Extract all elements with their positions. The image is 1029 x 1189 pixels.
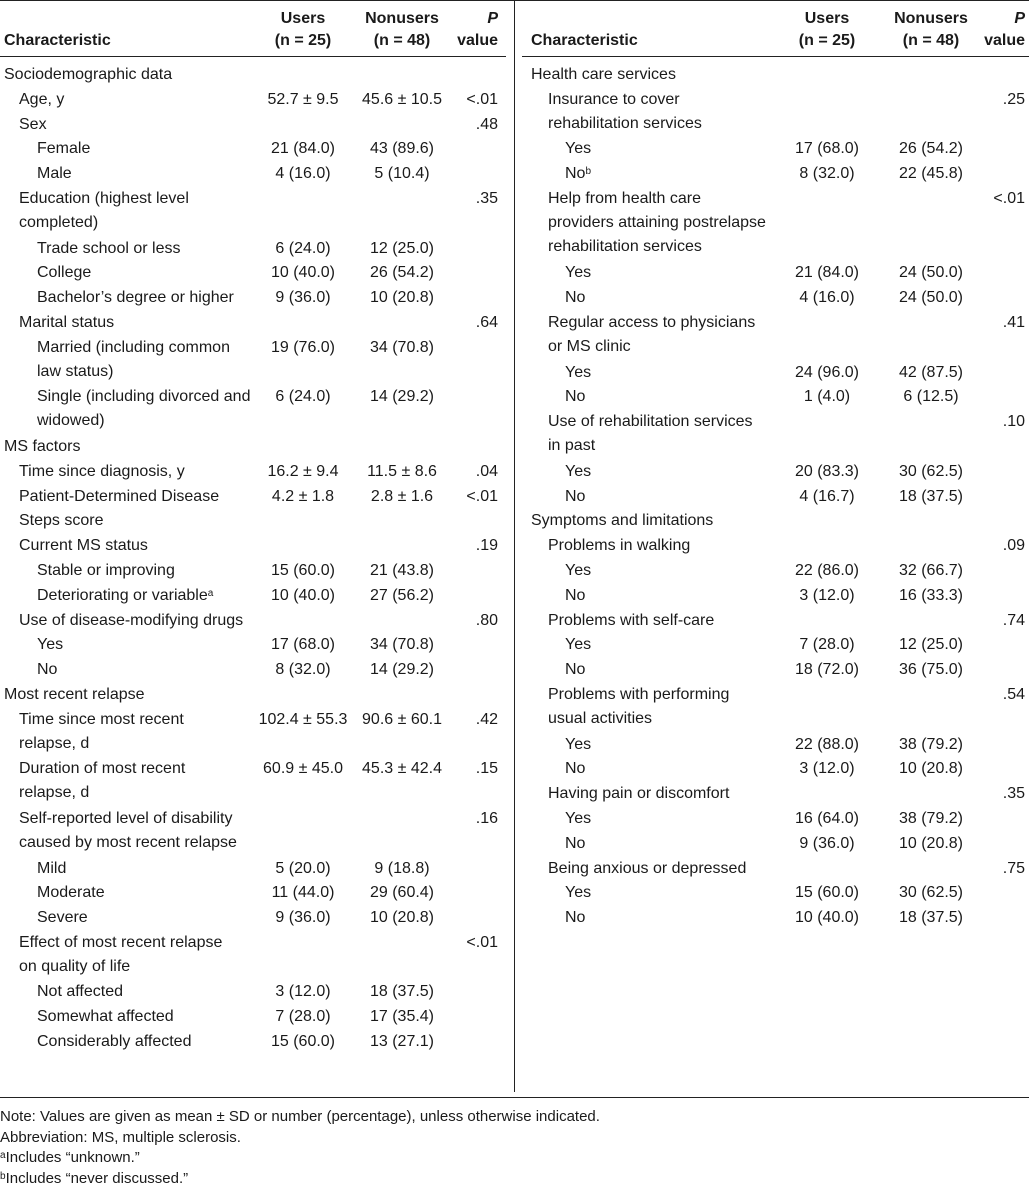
row-users: 20 (83.3) (794, 462, 860, 480)
row-nonusers: 17 (35.4) (369, 1008, 435, 1026)
table-row (0, 187, 506, 237)
row-p-value: .64 (475, 313, 498, 331)
row-label: Patient-Determined Disease Steps score (19, 487, 220, 529)
row-users: 3 (12.0) (275, 983, 331, 1001)
row-label: Mild (37, 859, 67, 877)
row-users: 18 (72.0) (794, 661, 860, 679)
table-row (522, 261, 1029, 286)
table-row (522, 385, 1029, 410)
table-row (522, 559, 1029, 584)
row-nonusers: 10 (20.8) (369, 289, 435, 307)
table-row (522, 485, 1029, 510)
row-label: Yes (565, 462, 592, 480)
row-label: Health care services (531, 66, 676, 83)
table-row (0, 63, 506, 88)
row-p-value: .04 (475, 462, 498, 480)
row-nonusers: 24 (50.0) (898, 289, 964, 307)
table-row (0, 237, 506, 262)
header-characteristic: Characteristic (4, 32, 111, 49)
row-users: 5 (20.0) (275, 859, 331, 877)
row-label: No (565, 289, 586, 307)
row-label: Moderate (37, 884, 105, 902)
row-label: Age, y (19, 90, 65, 108)
table-header (0, 0, 506, 57)
table-row (0, 336, 506, 386)
table-header (522, 0, 1029, 57)
row-p-value: <.01 (466, 90, 498, 108)
table-row (0, 311, 506, 336)
row-label: Self-reported level of disability caused by most recent relapse (19, 809, 237, 851)
row-nonusers: 13 (27.1) (369, 1033, 435, 1051)
row-label: Use of disease-modifying drugs (19, 611, 244, 629)
row-nonusers: 14 (29.2) (369, 388, 435, 406)
table-row (0, 609, 506, 634)
row-nonusers: 2.8 ± 1.6 (370, 487, 434, 505)
row-label: Being anxious or depressed (548, 859, 747, 877)
header-p-value: P value (457, 10, 498, 49)
table-row (0, 757, 506, 807)
table-row (0, 708, 506, 758)
row-nonusers: 5 (10.4) (374, 165, 430, 183)
row-nonusers: 43 (89.6) (369, 140, 435, 158)
table-row (0, 807, 506, 857)
row-nonusers: 24 (50.0) (898, 264, 964, 282)
header-characteristic: Characteristic (531, 32, 638, 49)
table-row (0, 931, 506, 981)
row-p-value: <.01 (466, 933, 498, 951)
row-users: 7 (28.0) (799, 636, 855, 654)
row-p-value: .54 (1002, 685, 1025, 703)
table-row (0, 906, 506, 931)
row-nonusers: 32 (66.7) (898, 561, 964, 579)
row-users: 21 (84.0) (794, 264, 860, 282)
table-row (0, 1030, 506, 1055)
row-label: Yes (565, 884, 592, 902)
row-users: 9 (36.0) (275, 289, 331, 307)
row-label: Male (37, 165, 72, 183)
table-row (522, 584, 1029, 609)
table-row (522, 534, 1029, 559)
table-row (522, 187, 1029, 261)
table-row (522, 311, 1029, 361)
row-users: 3 (12.0) (799, 760, 855, 778)
row-p-value: .16 (475, 809, 498, 827)
row-label: Problems with self-care (548, 611, 715, 629)
table-left-panel (0, 0, 506, 1055)
row-users: 6 (24.0) (275, 388, 331, 406)
row-nonusers: 18 (37.5) (898, 487, 964, 505)
row-label: No (565, 834, 586, 852)
row-label: Not affected (37, 983, 123, 1001)
row-nonusers: 10 (20.8) (898, 834, 964, 852)
header-users: Users (n = 25) (274, 10, 332, 49)
row-label: Problems in walking (548, 537, 691, 555)
row-label: No (565, 388, 586, 406)
row-label: Having pain or discomfort (548, 785, 730, 803)
row-nonusers: 27 (56.2) (369, 586, 435, 604)
row-users: 22 (86.0) (794, 561, 860, 579)
row-label: Symptoms and limitations (531, 512, 714, 530)
table-row (0, 857, 506, 882)
table-row (522, 857, 1029, 882)
table-body-left (0, 57, 506, 1055)
table-body-right (522, 57, 1029, 931)
footnote-b: $^b$Includes “never discussed.” (0, 1169, 189, 1187)
row-label: Yes (565, 140, 592, 158)
row-users: 7 (28.0) (275, 1008, 331, 1026)
row-label: No (37, 661, 58, 679)
row-users: 52.7 ± 9.5 (267, 90, 339, 108)
row-users: 22 (88.0) (794, 735, 860, 753)
row-nonusers: 26 (54.2) (369, 264, 435, 282)
header-nonusers: Nonusers (n = 48) (894, 10, 968, 49)
row-label: Considerably affected (37, 1033, 192, 1051)
footnotes (0, 1097, 1029, 1189)
table-row (0, 261, 506, 286)
table-row (0, 162, 506, 187)
row-label: Current MS status (19, 537, 148, 555)
row-nonusers: 45.6 ± 10.5 (362, 90, 442, 108)
row-nonusers: 30 (62.5) (898, 884, 964, 902)
row-nonusers: 29 (60.4) (369, 884, 435, 902)
row-label: Single (including divorced and widowed) (37, 388, 251, 430)
row-users: 21 (84.0) (270, 140, 336, 158)
row-nonusers: 22 (45.8) (898, 165, 964, 183)
header-nonusers: Nonusers (n = 48) (365, 10, 439, 49)
row-users: 16 (64.0) (794, 809, 860, 827)
row-p-value: .74 (1002, 611, 1025, 629)
row-users: 15 (60.0) (270, 561, 336, 579)
row-nonusers: 45.3 ± 42.4 (362, 760, 442, 778)
table-row (522, 757, 1029, 782)
row-users: 4 (16.7) (799, 487, 855, 505)
row-nonusers: 21 (43.8) (369, 561, 435, 579)
table-row (522, 63, 1029, 88)
table-row (0, 88, 506, 113)
table-row (0, 435, 506, 460)
row-label: Yes (565, 735, 592, 753)
table-row (522, 683, 1029, 733)
row-nonusers: 10 (20.8) (369, 909, 435, 927)
header-users: Users (n = 25) (798, 10, 856, 49)
footnote-abbreviation: Abbreviation: MS, multiple sclerosis. (0, 1128, 241, 1146)
row-p-value: .25 (1002, 90, 1025, 108)
row-label: Regular access to physicians or MS clinic (548, 313, 756, 355)
row-label: College (37, 264, 92, 282)
row-label: Severe (37, 909, 88, 927)
row-nonusers: 34 (70.8) (369, 338, 435, 356)
row-label: Effect of most recent relapse on quality of life (19, 933, 223, 975)
row-nonusers: 38 (79.2) (898, 809, 964, 827)
row-label: No$^b$ (565, 165, 592, 183)
row-nonusers: 18 (37.5) (898, 909, 964, 927)
row-users: 19 (76.0) (270, 338, 336, 356)
row-p-value: .35 (1002, 785, 1025, 803)
row-label: Time since most recent relapse, d (19, 710, 184, 752)
row-nonusers: 38 (79.2) (898, 735, 964, 753)
row-label: No (565, 909, 586, 927)
row-nonusers: 26 (54.2) (898, 140, 964, 158)
row-label: No (565, 661, 586, 679)
table-row (522, 832, 1029, 857)
row-label: Insurance to cover rehabilitation services (548, 90, 702, 132)
row-nonusers: 34 (70.8) (369, 636, 435, 654)
table-row (522, 286, 1029, 311)
table-row (0, 658, 506, 683)
row-users: 4 (16.0) (275, 165, 331, 183)
table-row (522, 361, 1029, 386)
row-label: Yes (37, 636, 64, 654)
row-label: Yes (565, 561, 592, 579)
table-row (522, 137, 1029, 162)
row-nonusers: 11.5 ± 8.6 (367, 462, 437, 480)
table-right-panel (522, 0, 1029, 931)
row-users: 102.4 ± 55.3 (258, 710, 348, 728)
footnote-note: Note: Values are given as mean ± SD or number (percentage), unless otherwise indicated. (0, 1108, 600, 1125)
row-p-value: .41 (1002, 313, 1025, 331)
row-label: Time since diagnosis, y (19, 462, 185, 480)
row-nonusers: 9 (18.8) (374, 859, 430, 877)
table-row (522, 633, 1029, 658)
row-label: Yes (565, 809, 592, 827)
row-p-value: .15 (475, 760, 498, 778)
table-row (0, 534, 506, 559)
row-nonusers: 10 (20.8) (898, 760, 964, 778)
row-users: 9 (36.0) (275, 909, 331, 927)
row-users: 9 (36.0) (799, 834, 855, 852)
row-users: 8 (32.0) (275, 661, 331, 679)
row-users: 17 (68.0) (794, 140, 860, 158)
row-label: Most recent relapse (4, 685, 145, 703)
table-row (0, 1005, 506, 1030)
row-users: 8 (32.0) (799, 165, 855, 183)
table-row (522, 162, 1029, 187)
row-label: Marital status (19, 313, 115, 331)
row-label: Sociodemographic data (4, 66, 173, 83)
row-users: 16.2 ± 9.4 (267, 462, 339, 480)
table-row (0, 683, 506, 708)
table-row (0, 980, 506, 1005)
row-users: 1 (4.0) (803, 388, 851, 406)
row-nonusers: 42 (87.5) (898, 363, 964, 381)
row-label: Trade school or less (37, 239, 181, 257)
row-users: 11 (44.0) (271, 884, 335, 902)
header-p-value: P value (984, 10, 1025, 49)
row-label: Yes (565, 264, 592, 282)
row-p-value: .35 (475, 189, 498, 207)
table-row (522, 460, 1029, 485)
row-label: Use of rehabilitation services in past (548, 413, 753, 455)
row-p-value: .09 (1002, 537, 1025, 555)
row-nonusers: 6 (12.5) (903, 388, 959, 406)
row-label: Bachelor’s degree or higher (37, 289, 234, 307)
row-label: Problems with performing usual activities (548, 685, 730, 727)
row-label: No (565, 760, 586, 778)
row-nonusers: 16 (33.3) (898, 586, 964, 604)
row-users: 10 (40.0) (794, 909, 860, 927)
row-nonusers: 36 (75.0) (898, 661, 964, 679)
row-users: 60.9 ± 45.0 (263, 760, 343, 778)
row-label: Yes (565, 363, 592, 381)
row-users: 17 (68.0) (270, 636, 336, 654)
row-nonusers: 12 (25.0) (898, 636, 964, 654)
row-nonusers: 12 (25.0) (369, 239, 435, 257)
row-users: 3 (12.0) (799, 586, 855, 604)
table-row (522, 509, 1029, 534)
row-users: 10 (40.0) (270, 264, 336, 282)
table-row (0, 559, 506, 584)
row-p-value: <.01 (466, 487, 498, 505)
row-label: Yes (565, 636, 592, 654)
table-row (0, 485, 506, 535)
row-users: 15 (60.0) (794, 884, 860, 902)
row-label: Female (37, 140, 91, 158)
row-users: 4 (16.0) (799, 289, 855, 307)
row-users: 6 (24.0) (275, 239, 331, 257)
table-row (522, 658, 1029, 683)
row-p-value: .80 (475, 611, 498, 629)
row-nonusers: 14 (29.2) (369, 661, 435, 679)
table-row (0, 633, 506, 658)
table-row (522, 410, 1029, 460)
row-label: No (565, 586, 586, 604)
table-row (522, 881, 1029, 906)
row-label: Sex (19, 115, 47, 133)
row-users: 4.2 ± 1.8 (271, 487, 335, 505)
table-row (0, 584, 506, 609)
row-p-value: .42 (475, 710, 498, 728)
row-nonusers: 30 (62.5) (898, 462, 964, 480)
row-nonusers: 90.6 ± 60.1 (362, 710, 442, 728)
row-label: Married (including common law status) (37, 338, 230, 380)
row-p-value: .75 (1002, 859, 1025, 877)
row-users: 24 (96.0) (794, 363, 860, 381)
row-label: No (565, 487, 586, 505)
row-p-value: .19 (475, 537, 498, 555)
row-label: Help from health care providers attaining postrelapse rehabilitation services (548, 189, 766, 255)
row-p-value: .10 (1002, 413, 1025, 431)
column-divider (514, 0, 515, 1092)
row-label: Education (highest level completed) (19, 189, 189, 231)
table-row (0, 385, 506, 435)
row-label: MS factors (4, 437, 81, 455)
table-row (0, 137, 506, 162)
row-p-value: .48 (475, 115, 498, 133)
table-row (0, 286, 506, 311)
table-row (522, 609, 1029, 634)
table-row (522, 906, 1029, 931)
table-row (0, 460, 506, 485)
row-users: 10 (40.0) (270, 586, 336, 604)
row-label: Deteriorating or variable$^a$ (37, 586, 214, 604)
row-p-value: <.01 (993, 189, 1025, 207)
row-users: 15 (60.0) (270, 1033, 336, 1051)
table-row (0, 113, 506, 138)
table-row (522, 88, 1029, 138)
row-label: Stable or improving (37, 561, 175, 579)
footnote-a: $^a$Includes “unknown.” (0, 1149, 140, 1167)
table-row (522, 782, 1029, 807)
row-nonusers: 18 (37.5) (369, 983, 435, 1001)
row-label: Duration of most recent relapse, d (19, 760, 186, 802)
row-label: Somewhat affected (37, 1008, 174, 1026)
table-row (522, 733, 1029, 758)
table-row (0, 881, 506, 906)
table-row (522, 807, 1029, 832)
